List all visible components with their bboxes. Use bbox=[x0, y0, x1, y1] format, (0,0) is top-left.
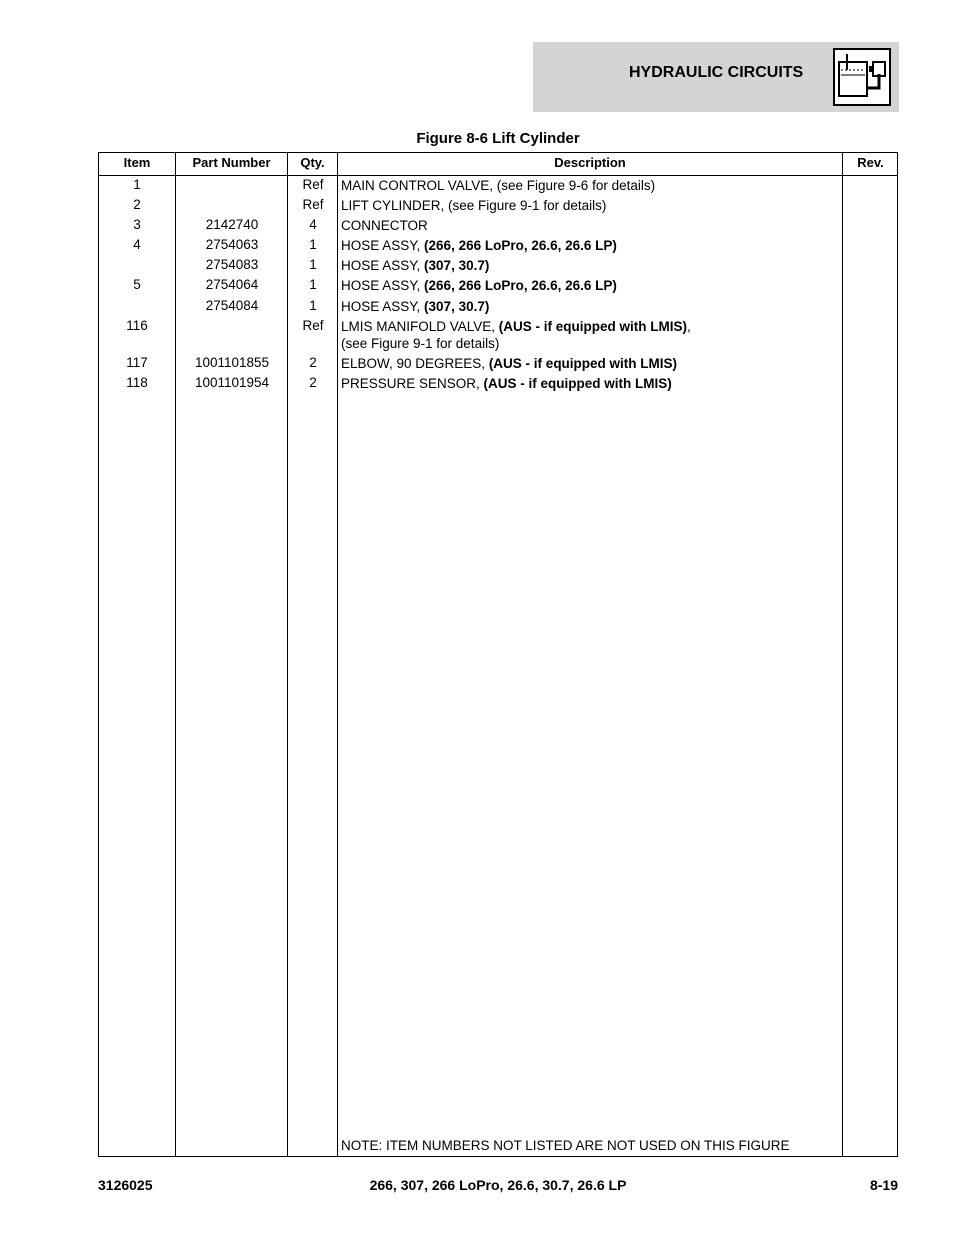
description-line2: (see Figure 9-1 for details) bbox=[341, 336, 500, 351]
column-divider bbox=[337, 153, 338, 1156]
model-list: 266, 307, 266 LoPro, 26.6, 30.7, 26.6 LP bbox=[369, 1177, 627, 1193]
qty-cell: Ref bbox=[302, 177, 324, 192]
qty-cell: 2 bbox=[309, 375, 317, 390]
doc-number: 3126025 bbox=[98, 1177, 153, 1193]
description-text: ELBOW, 90 DEGREES, bbox=[341, 356, 489, 371]
part-number-cell: 2754083 bbox=[205, 257, 259, 272]
description-cell bbox=[341, 217, 841, 234]
description-model-note: (307, 30.7) bbox=[424, 299, 490, 314]
figure-title: Figure 8-6 Lift Cylinder bbox=[416, 130, 580, 147]
description-model-note: (AUS - if equipped with LMIS) bbox=[498, 319, 688, 334]
description-cell bbox=[341, 298, 841, 315]
qty-cell: Ref bbox=[302, 197, 324, 212]
qty-cell: 1 bbox=[309, 237, 317, 252]
description-model-note: (AUS - if equipped with LMIS) bbox=[483, 376, 672, 391]
table-note: NOTE: ITEM NUMBERS NOT LISTED ARE NOT USED ON THIS FIGURE bbox=[341, 1138, 790, 1153]
part-number-cell: 2754084 bbox=[205, 298, 259, 313]
description-cell bbox=[341, 177, 841, 194]
part-number-cell: 2754063 bbox=[205, 237, 259, 252]
description-text: MAIN CONTROL VALVE, (see Figure 9-6 for details) bbox=[341, 178, 656, 193]
description-text: HOSE ASSY, bbox=[341, 238, 425, 253]
column-header-item: Item bbox=[123, 155, 151, 170]
description-cell bbox=[341, 197, 841, 214]
qty-cell: 2 bbox=[309, 355, 317, 370]
description-model-note: (AUS - if equipped with LMIS) bbox=[488, 356, 678, 371]
page-number: 8-19 bbox=[869, 1177, 898, 1193]
item-cell: 4 bbox=[133, 237, 141, 252]
column-header-part-number: Part Number bbox=[192, 155, 271, 170]
description-text: HOSE ASSY, bbox=[341, 258, 425, 273]
item-cell: 2 bbox=[133, 197, 141, 212]
description-model-note: (266, 266 LoPro, 26.6, 26.6 LP) bbox=[424, 238, 617, 253]
description-cell bbox=[341, 237, 841, 254]
column-header-rev: Rev. bbox=[857, 155, 884, 170]
item-cell: 3 bbox=[133, 217, 141, 232]
part-number-cell: 1001101954 bbox=[194, 375, 270, 390]
description-text: CONNECTOR bbox=[341, 218, 428, 233]
qty-cell: 1 bbox=[309, 298, 317, 313]
description-model-note: (307, 30.7) bbox=[424, 258, 490, 273]
description-cell bbox=[341, 257, 841, 274]
qty-cell: 1 bbox=[309, 257, 317, 272]
hydraulic-reservoir-icon bbox=[833, 48, 891, 106]
description-text: HOSE ASSY, bbox=[341, 278, 425, 293]
column-header-qty: Qty. bbox=[300, 155, 325, 170]
qty-cell: 4 bbox=[309, 217, 317, 232]
part-number-cell: 2754064 bbox=[205, 277, 259, 292]
header-divider bbox=[99, 175, 897, 176]
item-cell: 1 bbox=[133, 177, 141, 192]
qty-cell: Ref bbox=[302, 318, 324, 333]
description-cell bbox=[341, 318, 841, 352]
description-model-note: (266, 266 LoPro, 26.6, 26.6 LP) bbox=[424, 278, 617, 293]
description-text: LIFT CYLINDER, (see Figure 9-1 for details) bbox=[341, 198, 607, 213]
item-cell: 117 bbox=[126, 355, 148, 370]
description-cell bbox=[341, 277, 841, 294]
description-cell bbox=[341, 355, 841, 372]
item-cell: 5 bbox=[133, 277, 141, 292]
part-number-cell: 1001101855 bbox=[194, 355, 270, 370]
parts-table bbox=[98, 152, 898, 1157]
qty-cell: 1 bbox=[309, 277, 317, 292]
description-text: LMIS MANIFOLD VALVE, bbox=[341, 319, 499, 334]
description-text: PRESSURE SENSOR, bbox=[341, 376, 484, 391]
description-text: HOSE ASSY, bbox=[341, 299, 425, 314]
column-header-description: Description bbox=[554, 155, 626, 170]
description-cell bbox=[341, 375, 841, 392]
item-cell: 116 bbox=[126, 318, 148, 333]
section-title: HYDRAULIC CIRCUITS bbox=[629, 64, 804, 81]
description-tail: , bbox=[687, 319, 691, 334]
part-number-cell: 2142740 bbox=[205, 217, 259, 232]
column-divider bbox=[842, 153, 843, 1156]
item-cell: 118 bbox=[126, 375, 148, 390]
